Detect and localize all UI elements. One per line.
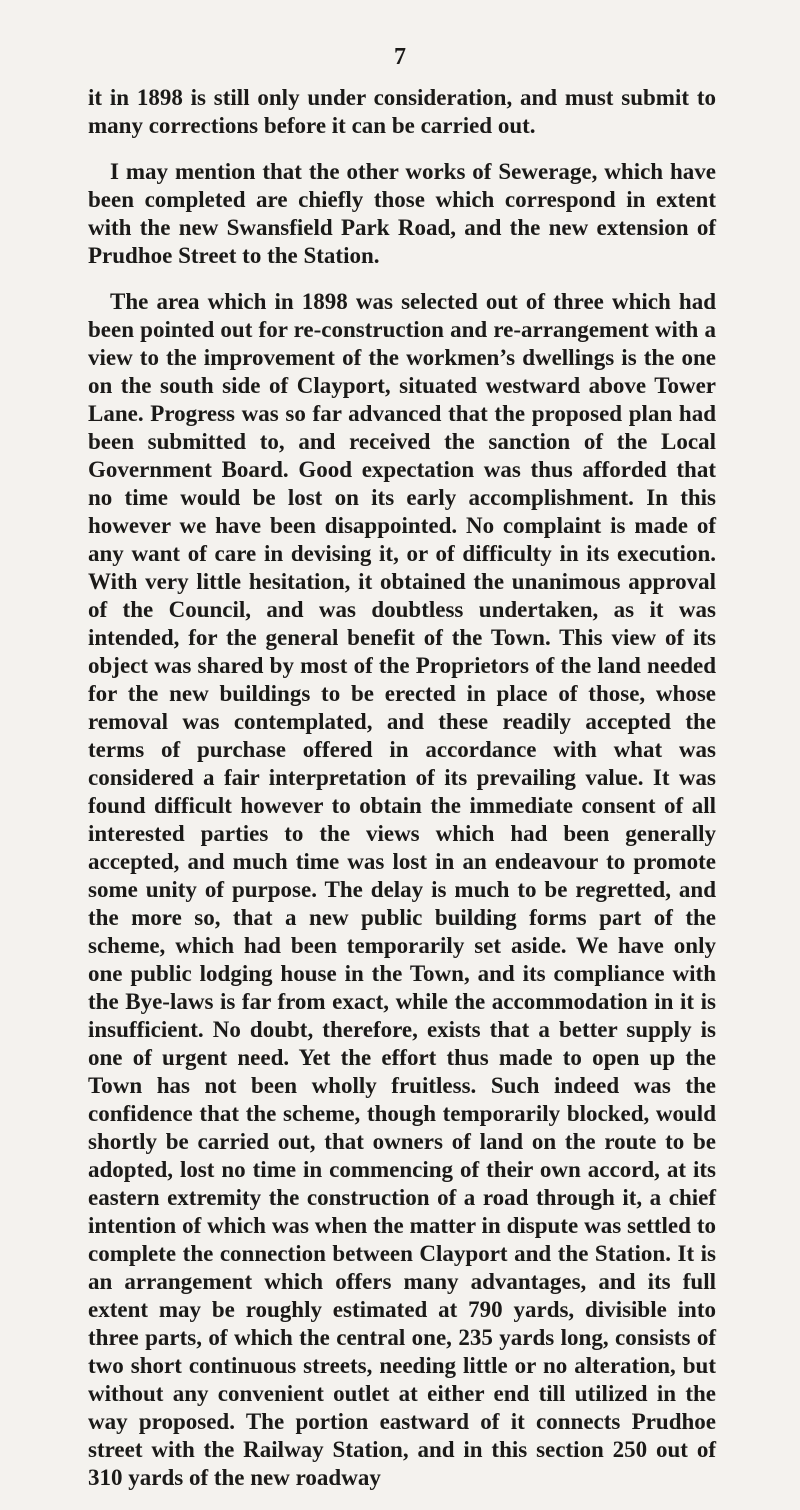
paragraph-1: it in 1898 is still only under consideration, and must submit to many corrections before it can be carried out. — [88, 85, 716, 138]
page-number: 7 — [394, 44, 406, 70]
paragraph-2: I may mention that the other works of Sewerage, which have been completed are chiefly those which correspond in extent with the new Swansfield Park Road, and the new extension of Prudhoe Street to the Station. — [88, 159, 716, 268]
paragraph-3: The area which in 1898 was selected out of three which had been pointed out for re-construction and re-arrangement with a view to the improvement of the workmen’s dwellings is the one on the south side of Clayport, situated westward above Tower Lane. Progress was so far advanced that the proposed plan had been submitted to, and received the sanction of the Local Government Board. Good expectation was thus afforded that no time would be lost on its early accomplishment. In this however we have been disappointed. No complaint is made of any want of care in devising it, or of difficulty in its execution. With very little hesitation, it obtained the unanimous approval of the Council, and was doubtless undertaken, as it was intended, for the general benefit of the Town. This view of its object was shared by most of the Proprietors of the land needed for the new buildings to be erected in place of those, whose removal was contemplated, and these readily accepted the terms of purchase offered in accordance with what was considered a fair interpretation of its prevailing value. It was found difficult however to obtain the immediate consent of all interested parties to the views which had been generally accepted, and much time was lost in an endeavour to promote some unity of purpose. The delay is much to be regretted, and the more so, that a new public building forms part of the scheme, which had been temporarily set aside. We have only one public lodging house in the Town, and its compliance with the Bye-laws is far from exact, while the accommodation in it is insufficient. No doubt, therefore, exists that a better supply is one of urgent need. Yet the effort thus made to open up the Town has not been wholly fruitless. Such indeed was the confidence that the scheme, though temporarily blocked, would shortly be carried out, that owners of land on the route to be adopted, lost no time in commencing of their own accord, at its eastern extremity the construction of a road through it, a chief intention of which was when the matter in dispute was settled to complete the connection between Clayport and the Station. It is an arrangement which offers many advantages, and its full extent may be roughly estimated at 790 yards, divisible into three parts, of which the central one, 235 yards long, consists of two short continuous streets, needing little or no alteration, but without any convenient outlet at either end till utilized in the way proposed. The portion eastward of it connects Prudhoe street with the Railway Station, and in this section 250 out of 310 yards of the new roadway — [88, 289, 716, 1490]
body-text — [88, 84, 716, 1510]
